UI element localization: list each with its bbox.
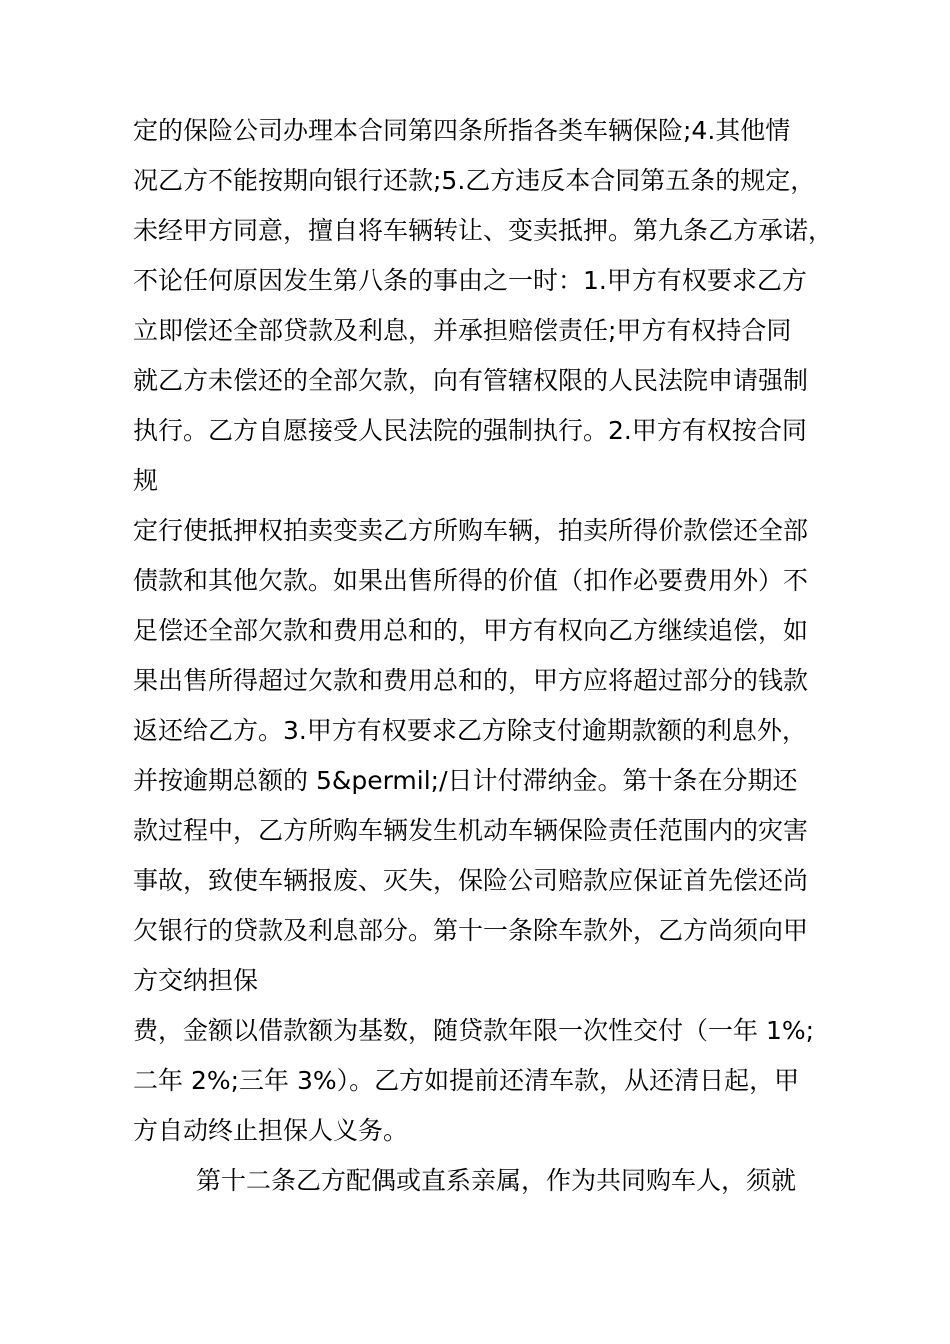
text-line-2: 况乙方不能按期向银行还款;5.乙方违反本合同第五条的规定， (133, 166, 816, 195)
text-line-9: 定行使抵押权拍卖变卖乙方所购车辆，拍卖所得价款偿还全部 (133, 516, 809, 545)
text-line-17: 欠银行的贷款及利息部分。第十一条除车款外，乙方尚须向甲 (133, 916, 809, 945)
text-line-5: 立即偿还全部贷款及利息，并承担赔偿责任;甲方有权持合同 (133, 316, 792, 345)
text-line-21: 方自动终止担保人义务。 (133, 1116, 409, 1145)
text-line-11: 足偿还全部欠款和费用总和的，甲方有权向乙方继续追偿，如 (133, 616, 809, 645)
text-line-10: 债款和其他欠款。如果出售所得的价值（扣作必要费用外）不 (133, 566, 809, 595)
text-line-12: 果出售所得超过欠款和费用总和的，甲方应将超过部分的钱款 (133, 666, 809, 695)
text-line-15: 款过程中，乙方所购车辆发生机动车辆保险责任范围内的灾害 (133, 816, 809, 845)
text-line-18: 方交纳担保 (133, 966, 259, 995)
text-line-3: 未经甲方同意，擅自将车辆转让、变卖抵押。第九条乙方承诺， (133, 216, 834, 245)
text-line-1: 定的保险公司办理本合同第四条所指各类车辆保险;4.其他情 (133, 116, 791, 145)
text-line-13: 返还给乙方。3.甲方有权要求乙方除支付逾期款额的利息外， (133, 716, 807, 745)
text-line-4: 不论任何原因发生第八条的事由之一时：1.甲方有权要求乙方 (133, 266, 807, 295)
text-line-14: 并按逾期总额的 5&permil;/日计付滞纳金。第十条在分期还 (133, 766, 798, 795)
text-line-16: 事故，致使车辆报废、灭失，保险公司赔款应保证首先偿还尚 (133, 866, 809, 895)
text-line-20: 二年 2%;三年 3%）。乙方如提前还清车款，从还清日起，甲 (133, 1066, 800, 1095)
text-line-22: 第十二条乙方配偶或直系亲属，作为共同购车人，须就 (196, 1166, 797, 1195)
text-line-8: 规 (133, 466, 159, 495)
text-line-19: 费，金额以借款额为基数，随贷款年限一次性交付（一年 1%; (133, 1016, 815, 1045)
text-line-6: 就乙方未偿还的全部欠款，向有管辖权限的人民法院申请强制 (133, 366, 809, 395)
text-line-7: 执行。乙方自愿接受人民法院的强制执行。2.甲方有权按合同 (133, 416, 807, 445)
